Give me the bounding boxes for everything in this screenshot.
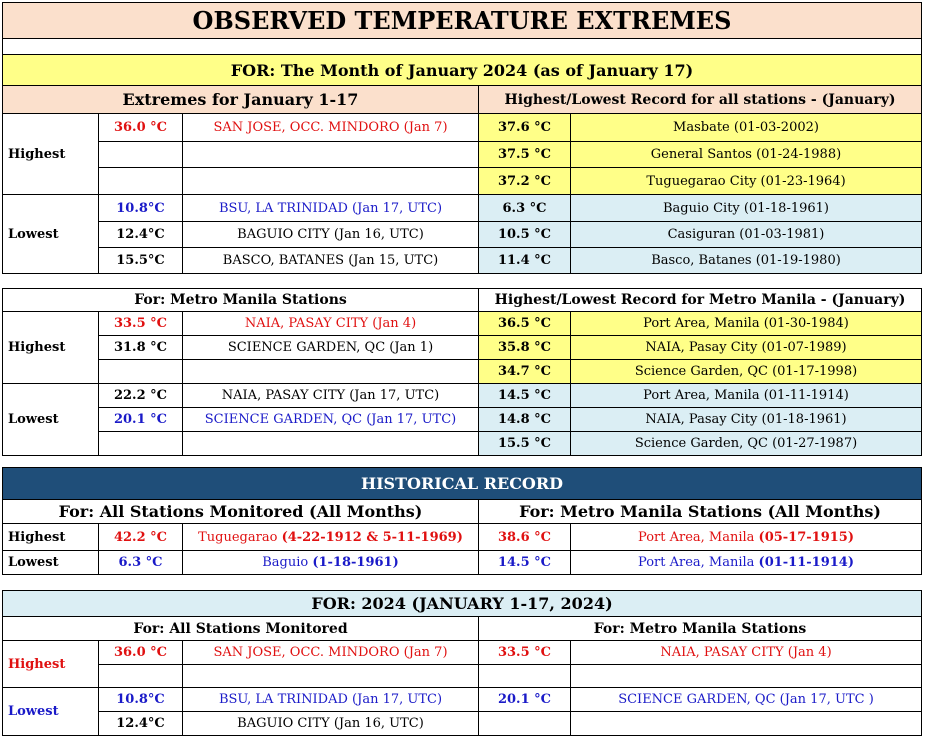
y24-left-header: For: All Stations Monitored — [2, 616, 479, 641]
s1-low-temp-2: 12.4°C — [98, 221, 183, 248]
y24-low-temp-2: 12.4°C — [98, 711, 183, 736]
hist-low-date: (1-18-1961) — [312, 555, 399, 570]
y24-right-header: For: Metro Manila Stations — [478, 616, 922, 641]
s1-low-place-2: BAGUIO CITY (Jan 16, UTC) — [182, 221, 479, 248]
s2-high-place-2: SCIENCE GARDEN, QC (Jan 1) — [182, 335, 479, 360]
y24-highest-label: Highest — [2, 640, 99, 688]
y24-mm-high-empty-place — [570, 664, 922, 688]
hist-high-place — [182, 523, 479, 551]
hist-mm-low-place-name: Port Area, Manila — [637, 555, 755, 570]
y24-low-temp-1: 10.8°C — [98, 687, 183, 712]
hist-right-header: For: Metro Manila Stations (All Months) — [478, 499, 922, 524]
s2-rec-low-place-3: Science Garden, QC (01-27-1987) — [570, 431, 922, 456]
s1-low-place-1: BSU, LA TRINIDAD (Jan 17, UTC) — [182, 194, 479, 222]
s1-rec-high-temp-3: 37.2 °C — [478, 167, 571, 195]
s2-high-temp-1: 33.5 °C — [98, 311, 183, 336]
s1-rec-low-temp-2: 10.5 °C — [478, 221, 571, 248]
s2-rec-low-temp-3: 15.5 °C — [478, 431, 571, 456]
s2-rec-high-temp-2: 35.8 °C — [478, 335, 571, 360]
s2-highest-label: Highest — [2, 311, 99, 384]
hist-high-temp: 42.2 °C — [98, 523, 183, 551]
y24-low-place-1: BSU, LA TRINIDAD (Jan 17, UTC) — [182, 687, 479, 712]
s2-rec-low-temp-2: 14.8 °C — [478, 407, 571, 432]
s1-rec-low-temp-3: 11.4 °C — [478, 247, 571, 274]
s1-lowest-label: Lowest — [2, 194, 99, 274]
hist-mm-high-place-name: Port Area, Manila — [637, 529, 755, 545]
s2-low-temp-2: 20.1 °C — [98, 407, 183, 432]
s1-high-temp-3 — [98, 167, 183, 195]
hist-mm-low-temp: 14.5 °C — [478, 550, 571, 575]
hist-left-header: For: All Stations Monitored (All Months) — [2, 499, 479, 524]
s2-rec-high-place-2: NAIA, Pasay City (01-07-1989) — [570, 335, 922, 360]
s2-right-header: Highest/Lowest Record for Metro Manila - (January) — [478, 288, 922, 312]
s2-rec-low-place-2: NAIA, Pasay City (01-18-1961) — [570, 407, 922, 432]
period-line: FOR: The Month of January 2024 (as of January 17) — [2, 54, 922, 86]
y24-lowest-label: Lowest — [2, 687, 99, 736]
s1-rec-high-temp-1: 37.6 °C — [478, 113, 571, 142]
s1-rec-high-place-2: General Santos (01-24-1988) — [570, 141, 922, 168]
s2-lowest-label: Lowest — [2, 383, 99, 456]
s2-rec-high-temp-1: 36.5 °C — [478, 311, 571, 336]
year2024-title: FOR: 2024 (JANUARY 1-17, 2024) — [2, 590, 922, 617]
s2-high-temp-3 — [98, 359, 183, 384]
hist-low-place-name: Baguio — [262, 555, 309, 570]
s1-high-temp-2 — [98, 141, 183, 168]
y24-mm-low-temp-1: 20.1 °C — [478, 687, 571, 712]
hist-mm-high-date: (05-17-1915) — [758, 529, 855, 545]
s1-highest-label: Highest — [2, 113, 99, 195]
s1-rec-high-place-3: Tuguegarao City (01-23-1964) — [570, 167, 922, 195]
s2-low-place-3 — [182, 431, 479, 456]
s1-rec-low-temp-1: 6.3 °C — [478, 194, 571, 222]
hist-mm-low-date: (01-11-1914) — [758, 555, 855, 570]
s1-rec-low-place-3: Basco, Batanes (01-19-1980) — [570, 247, 922, 274]
y24-mm-high-temp: 33.5 °C — [478, 640, 571, 665]
y24-mm-low-place-1: SCIENCE GARDEN, QC (Jan 17, UTC ) — [570, 687, 922, 712]
hist-mm-low-place — [570, 550, 922, 575]
s2-high-place-1: NAIA, PASAY CITY (Jan 4) — [182, 311, 479, 336]
s2-low-place-1: NAIA, PASAY CITY (Jan 17, UTC) — [182, 383, 479, 408]
s1-low-temp-3: 15.5°C — [98, 247, 183, 274]
y24-mm-low-place-2 — [570, 711, 922, 736]
s1-rec-low-place-2: Casiguran (01-03-1981) — [570, 221, 922, 248]
y24-mm-low-temp-2 — [478, 711, 571, 736]
page-title: OBSERVED TEMPERATURE EXTREMES — [2, 2, 922, 39]
s2-high-temp-2: 31.8 °C — [98, 335, 183, 360]
s1-high-place-3 — [182, 167, 479, 195]
s2-rec-high-place-1: Port Area, Manila (01-30-1984) — [570, 311, 922, 336]
s1-low-temp-1: 10.8°C — [98, 194, 183, 222]
s1-rec-high-place-1: Masbate (01-03-2002) — [570, 113, 922, 142]
s1-high-temp-1: 36.0 °C — [98, 113, 183, 142]
s2-low-temp-3 — [98, 431, 183, 456]
s2-high-place-3 — [182, 359, 479, 384]
y24-high-place: SAN JOSE, OCC. MINDORO (Jan 7) — [182, 640, 479, 665]
hist-highest-label: Highest — [2, 523, 99, 551]
s2-left-header: For: Metro Manila Stations — [2, 288, 479, 312]
historical-title: HISTORICAL RECORD — [2, 467, 922, 500]
s2-rec-high-place-3: Science Garden, QC (01-17-1998) — [570, 359, 922, 384]
s2-low-temp-1: 22.2 °C — [98, 383, 183, 408]
hist-low-place — [182, 550, 479, 575]
s1-left-header: Extremes for January 1-17 — [2, 85, 479, 114]
s2-rec-high-temp-3: 34.7 °C — [478, 359, 571, 384]
hist-mm-high-place — [570, 523, 922, 551]
s2-rec-low-temp-1: 14.5 °C — [478, 383, 571, 408]
s1-rec-low-place-1: Baguio City (01-18-1961) — [570, 194, 922, 222]
y24-high-temp: 36.0 °C — [98, 640, 183, 665]
y24-mm-high-place: NAIA, PASAY CITY (Jan 4) — [570, 640, 922, 665]
s1-rec-high-temp-2: 37.5 °C — [478, 141, 571, 168]
hist-lowest-label: Lowest — [2, 550, 99, 575]
hist-high-date: (4-22-1912 & 5-11-1969) — [281, 529, 463, 545]
y24-high-empty-place — [182, 664, 479, 688]
y24-low-place-2: BAGUIO CITY (Jan 16, UTC) — [182, 711, 479, 736]
s2-rec-low-place-1: Port Area, Manila (01-11-1914) — [570, 383, 922, 408]
y24-mm-high-empty-temp — [478, 664, 571, 688]
hist-high-place-name: Tuguegarao — [198, 529, 278, 545]
hist-low-temp: 6.3 °C — [98, 550, 183, 575]
s1-high-place-2 — [182, 141, 479, 168]
hist-mm-high-temp: 38.6 °C — [478, 523, 571, 551]
spacer-row — [2, 38, 922, 55]
y24-high-empty-temp — [98, 664, 183, 688]
s1-high-place-1: SAN JOSE, OCC. MINDORO (Jan 7) — [182, 113, 479, 142]
s1-low-place-3: BASCO, BATANES (Jan 15, UTC) — [182, 247, 479, 274]
s2-low-place-2: SCIENCE GARDEN, QC (Jan 17, UTC) — [182, 407, 479, 432]
s1-right-header: Highest/Lowest Record for all stations - (January) — [478, 85, 922, 114]
